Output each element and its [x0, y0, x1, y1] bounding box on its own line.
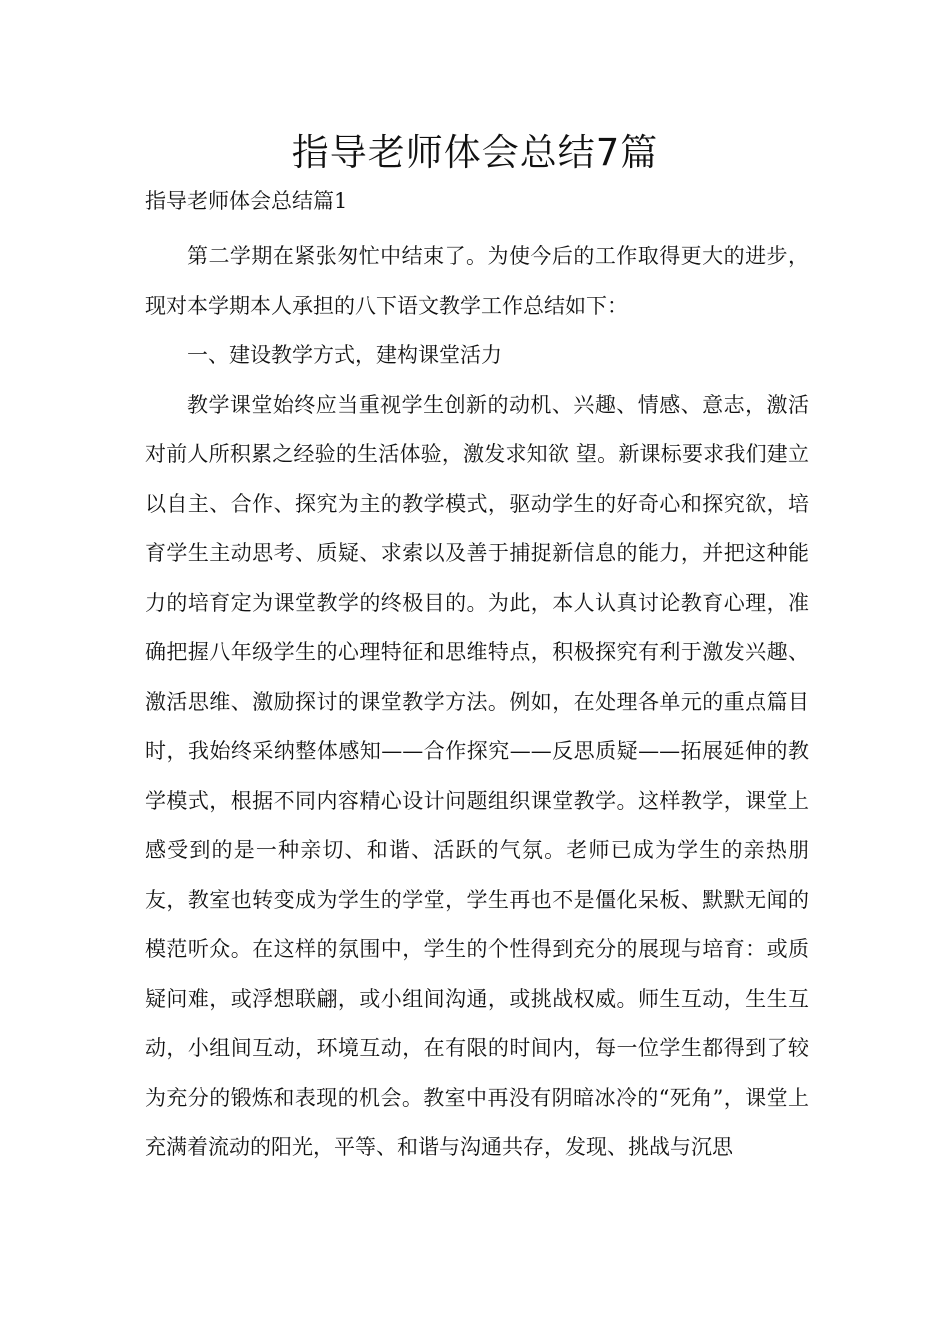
- document-title: 指导老师体会总结7篇: [291, 131, 659, 174]
- paragraph-intro: 第二学期在紧张匆忙中结束了。为使今后的工作取得更大的进步，现对本学期本人承担的八下语文教学工作总结如下：: [145, 244, 809, 318]
- paragraph-main: 教学课堂始终应当重视学生创新的动机、兴趣、情感、意志，激活对前人所积累之经验的生活体验，激发求知欲 望。新课标要求我们建立以自主、合作、探究为主的教学模式，驱动学生的好奇心和探究欲，培育学生主动思考、质疑、求索以及善于捕捉新信息的能力，并把这种能力的培育定为课堂教学的终极目的。为此，本人认真讨论教育心理，准确把握八年级学生的心理特征和思维特点，积极探究有利于激发兴趣、激活思维、激励探讨的课堂教学方法。例如，在处理各单元的重点篇目时，我始终采纳整体感知——合作探究——反思质疑——拓展延伸的教学模式，根据不同内容精心设计问题组织课堂教学。这样教学，课堂上感受到的是一种亲切、和谐、活跃的气氛。老师已成为学生的亲热朋友，教室也转变成为学生的学堂，学生再也不是僵化呆板、默默无闻的模范听众。在这样的氛围中，学生的个性得到充分的展现与培育：或质疑问难，或浮想联翩，或小组间沟通，或挑战权威。师生互动，生生互动，小组间互动，环境互动，在有限的时间内，每一位学生都得到了较为充分的锻炼和表现的机会。教室中再没有阴暗冰冷的“死角”，课堂上充满着流动的阳光，平等、和谐与沟通共存，发现、挑战与沉思: [145, 392, 809, 1159]
- section-heading: 指导老师体会总结篇1: [145, 189, 348, 213]
- paragraph-subheading: 一、建设教学方式，建构课堂活力: [187, 343, 502, 367]
- document-body: [145, 232, 809, 1173]
